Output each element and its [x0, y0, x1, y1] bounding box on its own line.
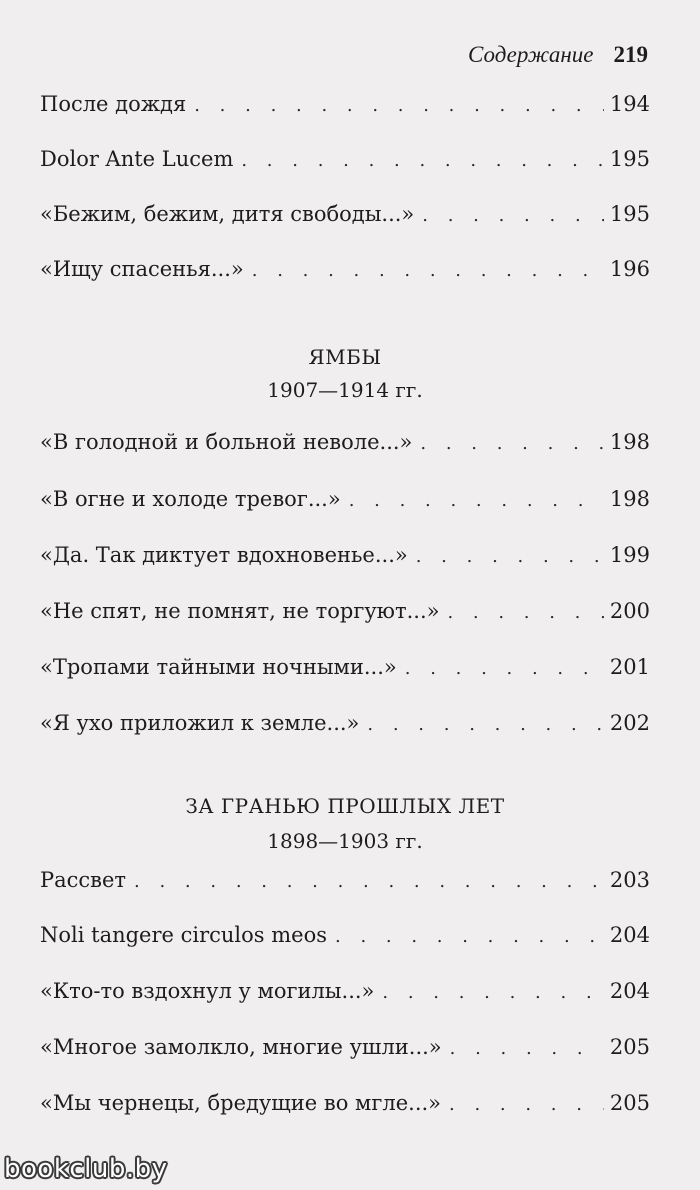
- toc-entry-page: 205: [609, 1091, 650, 1115]
- dot-leader: [252, 260, 604, 281]
- toc-entry-page: 203: [609, 868, 650, 892]
- toc-entry-title: «Ищу спасенья...»: [40, 257, 244, 281]
- toc-entry: [40, 543, 650, 577]
- toc-entry: [40, 655, 650, 689]
- toc-entry-title: «Мы чернецы, бредущие во мгле...»: [40, 1091, 442, 1115]
- toc-entry-title: «Я ухо приложил к земле...»: [40, 711, 360, 735]
- dot-leader: [449, 1094, 604, 1115]
- toc-entry: [40, 599, 650, 633]
- toc-entry: [40, 1091, 650, 1125]
- toc-entry: [40, 147, 650, 181]
- toc-entry-page: 201: [609, 655, 650, 679]
- toc-entry: [40, 430, 650, 464]
- dot-leader: [382, 982, 604, 1003]
- toc-entry-title: «Бежим, бежим, дитя свободы...»: [40, 202, 415, 226]
- running-head-page-number: 219: [613, 42, 648, 67]
- toc-entry-page: 194: [609, 92, 650, 116]
- toc-entry-title: «Кто-то вздохнул у могилы...»: [40, 979, 375, 1003]
- toc-entry: [40, 92, 650, 126]
- running-head-title: Содержание: [468, 42, 594, 67]
- section-heading: ЯМБЫ: [308, 345, 382, 369]
- toc-entry: [40, 487, 650, 521]
- dot-leader: [420, 433, 604, 454]
- toc-entry-page: 198: [609, 487, 650, 511]
- section-heading: ЗА ГРАНЬЮ ПРОШЛЫХ ЛЕТ: [185, 794, 505, 818]
- dot-leader: [416, 546, 604, 567]
- dot-leader: [367, 714, 603, 735]
- toc-entry-page: 199: [609, 543, 650, 567]
- dot-leader: [335, 926, 604, 947]
- toc-entry-title: Noli tangere circulos meos: [40, 923, 327, 947]
- section-years: 1907—1914 гг.: [267, 378, 423, 402]
- toc-entry: [40, 923, 650, 957]
- toc-entry-title: Рассвет: [40, 868, 127, 892]
- dot-leader: [134, 871, 604, 892]
- toc-entry-title: «Тропами тайными ночными...»: [40, 655, 397, 679]
- toc-entry-page: 204: [609, 923, 650, 947]
- toc-entry-page: 198: [609, 430, 650, 454]
- toc-entry-page: 200: [609, 599, 650, 623]
- toc-entry-page: 196: [609, 257, 650, 281]
- watermark: bookclub.by: [4, 1154, 168, 1184]
- toc-entry: [40, 711, 650, 745]
- toc-entry-page: 204: [609, 979, 650, 1003]
- toc-entry: [40, 868, 650, 902]
- toc-entry-page: 205: [609, 1035, 650, 1059]
- dot-leader: [450, 1038, 604, 1059]
- dot-leader: [349, 490, 604, 511]
- toc-entry: [40, 1035, 650, 1069]
- toc-entry-title: Dolor Ante Lucem: [40, 147, 234, 171]
- section-years: 1898—1903 гг.: [267, 829, 423, 853]
- toc-entry-title: После дождя: [40, 92, 187, 116]
- dot-leader: [241, 150, 604, 171]
- toc-entry: [40, 202, 650, 236]
- dot-leader: [405, 658, 604, 679]
- toc-entry-title: «Не спят, не помнят, не торгуют...»: [40, 599, 440, 623]
- toc-entry-title: «В огне и холоде тревог...»: [40, 487, 341, 511]
- toc-entry: [40, 979, 650, 1013]
- toc-entry-page: 195: [609, 147, 650, 171]
- running-head: [468, 42, 648, 72]
- dot-leader: [447, 602, 603, 623]
- toc-entry: [40, 257, 650, 291]
- toc-entry-title: «Многое замолкло, многие ушли...»: [40, 1035, 442, 1059]
- toc-entry-page: 195: [609, 202, 650, 226]
- dot-leader: [194, 95, 604, 116]
- toc-entry-title: «В голодной и больной неволе...»: [40, 430, 413, 454]
- toc-entry-page: 202: [609, 711, 650, 735]
- dot-leader: [422, 205, 604, 226]
- toc-entry-title: «Да. Так диктует вдохновенье...»: [40, 543, 408, 567]
